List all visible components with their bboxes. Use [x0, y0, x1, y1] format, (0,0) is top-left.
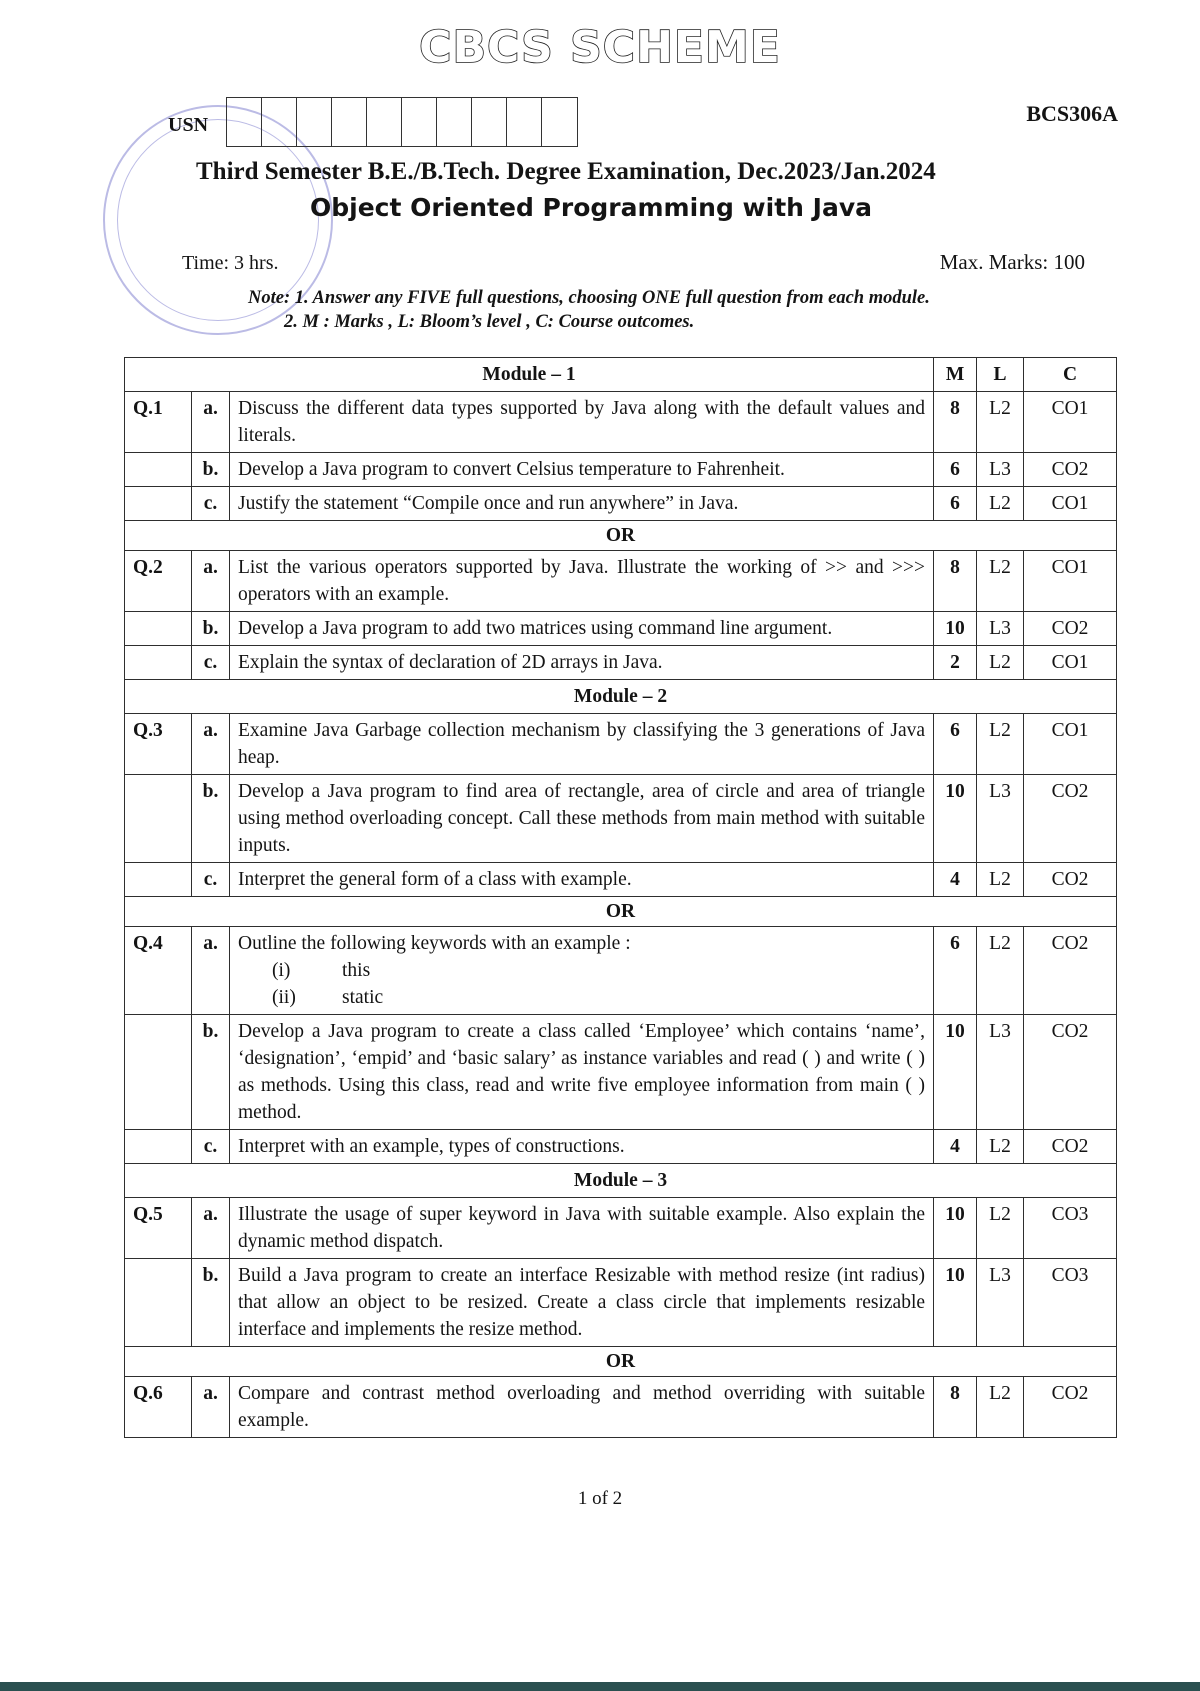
- outcome-cell: CO1: [1024, 551, 1117, 612]
- question-text: Examine Java Garbage collection mechanism by classifying the 3 generations of Java heap.: [230, 714, 934, 775]
- level-cell: L2: [977, 1130, 1024, 1164]
- module-row: [125, 1164, 1117, 1198]
- level-cell: L2: [977, 1198, 1024, 1259]
- question-row: [125, 646, 1117, 680]
- marks-cell: 8: [934, 1377, 977, 1438]
- marks-cell: 10: [934, 612, 977, 646]
- question-row: [125, 487, 1117, 521]
- marks-cell: 6: [934, 487, 977, 521]
- usn-box: [367, 98, 402, 146]
- usn-entry-boxes: [226, 97, 578, 147]
- sub-question-label: a.: [192, 714, 230, 775]
- level-cell: L3: [977, 453, 1024, 487]
- sub-question-label: b.: [192, 1015, 230, 1130]
- level-cell: L2: [977, 646, 1024, 680]
- usn-box: [507, 98, 542, 146]
- module-row: [125, 680, 1117, 714]
- usn-box: [542, 98, 577, 146]
- question-row: [125, 863, 1117, 897]
- question-row: [125, 1198, 1117, 1259]
- module-2-heading: Module – 2: [125, 680, 1117, 714]
- question-text: Illustrate the usage of super keyword in Java with suitable example. Also explain the dynamic method dispatch.: [230, 1198, 934, 1259]
- question-text: Develop a Java program to add two matrices using command line argument.: [230, 612, 934, 646]
- question-number-empty: [125, 612, 192, 646]
- module-header-row: [125, 358, 1117, 392]
- sub-question-label: a.: [192, 551, 230, 612]
- options-list: [238, 957, 925, 1011]
- question-text: Justify the statement “Compile once and run anywhere” in Java.: [230, 487, 934, 521]
- question-text: Interpret the general form of a class with example.: [230, 863, 934, 897]
- marks-column-header: M: [934, 358, 977, 392]
- marks-cell: 10: [934, 1259, 977, 1347]
- level-cell: L2: [977, 487, 1024, 521]
- sub-question-label: b.: [192, 775, 230, 863]
- level-cell: L2: [977, 551, 1024, 612]
- question-number: Q.1: [125, 392, 192, 453]
- question-row: [125, 551, 1117, 612]
- question-number-empty: [125, 646, 192, 680]
- or-label: OR: [125, 1347, 1117, 1377]
- marks-cell: 10: [934, 775, 977, 863]
- or-label: OR: [125, 521, 1117, 551]
- level-cell: L3: [977, 1259, 1024, 1347]
- question-text: Develop a Java program to create a class called ‘Employee’ which contains ‘name’, ‘designation’, ‘empid’ and ‘basic salary’ as instance variables and read ( ) and write ( ) as methods. Using this class, read and write five employee information from main ( ) method.: [230, 1015, 934, 1130]
- usn-box: [227, 98, 262, 146]
- usn-box: [332, 98, 367, 146]
- usn-box: [402, 98, 437, 146]
- question-text: Outline the following keywords with an example :: [238, 933, 631, 954]
- outcome-cell: CO1: [1024, 392, 1117, 453]
- question-number: Q.6: [125, 1377, 192, 1438]
- question-number: Q.4: [125, 927, 192, 1015]
- sub-question-label: c.: [192, 1130, 230, 1164]
- outcome-cell: CO2: [1024, 612, 1117, 646]
- sub-question-label: b.: [192, 612, 230, 646]
- question-number: Q.2: [125, 551, 192, 612]
- question-number: Q.3: [125, 714, 192, 775]
- sub-question-label: b.: [192, 1259, 230, 1347]
- question-number-empty: [125, 1259, 192, 1347]
- scheme-title: CBCS SCHEME: [419, 22, 781, 73]
- question-row: [125, 392, 1117, 453]
- marks-cell: 2: [934, 646, 977, 680]
- outcome-column-header: C: [1024, 358, 1117, 392]
- question-row: [125, 927, 1117, 1015]
- marks-cell: 6: [934, 453, 977, 487]
- question-number-empty: [125, 863, 192, 897]
- question-row: [125, 1259, 1117, 1347]
- outcome-cell: CO2: [1024, 863, 1117, 897]
- question-text: Develop a Java program to convert Celsius temperature to Fahrenheit.: [230, 453, 934, 487]
- question-row: [125, 1377, 1117, 1438]
- or-separator-row: [125, 1347, 1117, 1377]
- sub-question-label: c.: [192, 487, 230, 521]
- usn-box: [472, 98, 507, 146]
- option-number: (i): [272, 960, 291, 981]
- usn-label: USN: [168, 114, 209, 136]
- marks-cell: 4: [934, 1130, 977, 1164]
- or-label: OR: [125, 897, 1117, 927]
- question-row: [125, 612, 1117, 646]
- marks-cell: 6: [934, 927, 977, 1015]
- option-number: (ii): [272, 987, 296, 1008]
- sub-question-label: a.: [192, 392, 230, 453]
- question-row: [125, 1130, 1117, 1164]
- level-cell: L2: [977, 927, 1024, 1015]
- note-line-1: Note: 1. Answer any FIVE full questions, choosing ONE full question from each module.: [248, 288, 930, 308]
- sub-question-label: b.: [192, 453, 230, 487]
- level-cell: L3: [977, 1015, 1024, 1130]
- level-cell: L2: [977, 1377, 1024, 1438]
- or-separator-row: [125, 521, 1117, 551]
- question-text: Compare and contrast method overloading and method overriding with suitable example.: [230, 1377, 934, 1438]
- question-number-empty: [125, 1015, 192, 1130]
- subject-title: Object Oriented Programming with Java: [310, 193, 872, 222]
- question-text: Explain the syntax of declaration of 2D arrays in Java.: [230, 646, 934, 680]
- option-text: this: [342, 960, 371, 981]
- outcome-cell: CO1: [1024, 646, 1117, 680]
- option-item: [272, 957, 925, 984]
- outcome-cell: CO2: [1024, 1377, 1117, 1438]
- sub-question-label: c.: [192, 646, 230, 680]
- exam-title: Third Semester B.E./B.Tech. Degree Examination, Dec.2023/Jan.2024: [196, 158, 936, 185]
- usn-box: [437, 98, 472, 146]
- scan-edge-strip: [0, 1682, 1200, 1691]
- exam-duration: Time: 3 hrs.: [182, 252, 279, 274]
- level-cell: L3: [977, 775, 1024, 863]
- questions-table: [124, 357, 1117, 1438]
- outcome-cell: CO3: [1024, 1259, 1117, 1347]
- module-3-heading: Module – 3: [125, 1164, 1117, 1198]
- marks-cell: 4: [934, 863, 977, 897]
- module-1-heading: Module – 1: [125, 358, 934, 392]
- outcome-cell: CO1: [1024, 714, 1117, 775]
- outcome-cell: CO2: [1024, 1130, 1117, 1164]
- marks-cell: 8: [934, 392, 977, 453]
- question-row: [125, 453, 1117, 487]
- sub-question-label: a.: [192, 1198, 230, 1259]
- marks-cell: 10: [934, 1015, 977, 1130]
- outcome-cell: CO2: [1024, 775, 1117, 863]
- page-number: 1 of 2: [577, 1488, 623, 1509]
- note-line-2: 2. M : Marks , L: Bloom’s level , C: Course outcomes.: [284, 312, 695, 332]
- question-text: Interpret with an example, types of constructions.: [230, 1130, 934, 1164]
- sub-question-label: a.: [192, 927, 230, 1015]
- usn-box: [262, 98, 297, 146]
- outcome-cell: CO2: [1024, 927, 1117, 1015]
- outcome-cell: CO2: [1024, 453, 1117, 487]
- outcome-cell: CO2: [1024, 1015, 1117, 1130]
- question-number-empty: [125, 775, 192, 863]
- marks-cell: 6: [934, 714, 977, 775]
- marks-cell: 10: [934, 1198, 977, 1259]
- course-code: BCS306A: [1026, 101, 1118, 126]
- question-text: Build a Java program to create an interface Resizable with method resize (int radius) that allow an object to be resized. Create a class circle that implements resizable interface and implements the resize method.: [230, 1259, 934, 1347]
- sub-question-label: a.: [192, 1377, 230, 1438]
- sub-question-label: c.: [192, 863, 230, 897]
- level-cell: L2: [977, 392, 1024, 453]
- max-marks: Max. Marks: 100: [939, 250, 1085, 274]
- level-column-header: L: [977, 358, 1024, 392]
- question-text: List the various operators supported by Java. Illustrate the working of >> and >>> operators with an example.: [230, 551, 934, 612]
- outcome-cell: CO1: [1024, 487, 1117, 521]
- question-row: [125, 775, 1117, 863]
- question-number-empty: [125, 487, 192, 521]
- marks-cell: 8: [934, 551, 977, 612]
- level-cell: L3: [977, 612, 1024, 646]
- level-cell: L2: [977, 714, 1024, 775]
- question-number: Q.5: [125, 1198, 192, 1259]
- or-separator-row: [125, 897, 1117, 927]
- question-text: Develop a Java program to find area of rectangle, area of circle and area of triangle using method overloading concept. Call these methods from main method with suitable inputs.: [230, 775, 934, 863]
- question-row: [125, 1015, 1117, 1130]
- question-number-empty: [125, 453, 192, 487]
- option-item: [272, 984, 925, 1011]
- level-cell: L2: [977, 863, 1024, 897]
- question-row: [125, 714, 1117, 775]
- usn-box: [297, 98, 332, 146]
- question-number-empty: [125, 1130, 192, 1164]
- question-text-with-options: [230, 927, 934, 1015]
- option-text: static: [342, 987, 384, 1008]
- outcome-cell: CO3: [1024, 1198, 1117, 1259]
- question-text: Discuss the different data types supported by Java along with the default values and literals.: [230, 392, 934, 453]
